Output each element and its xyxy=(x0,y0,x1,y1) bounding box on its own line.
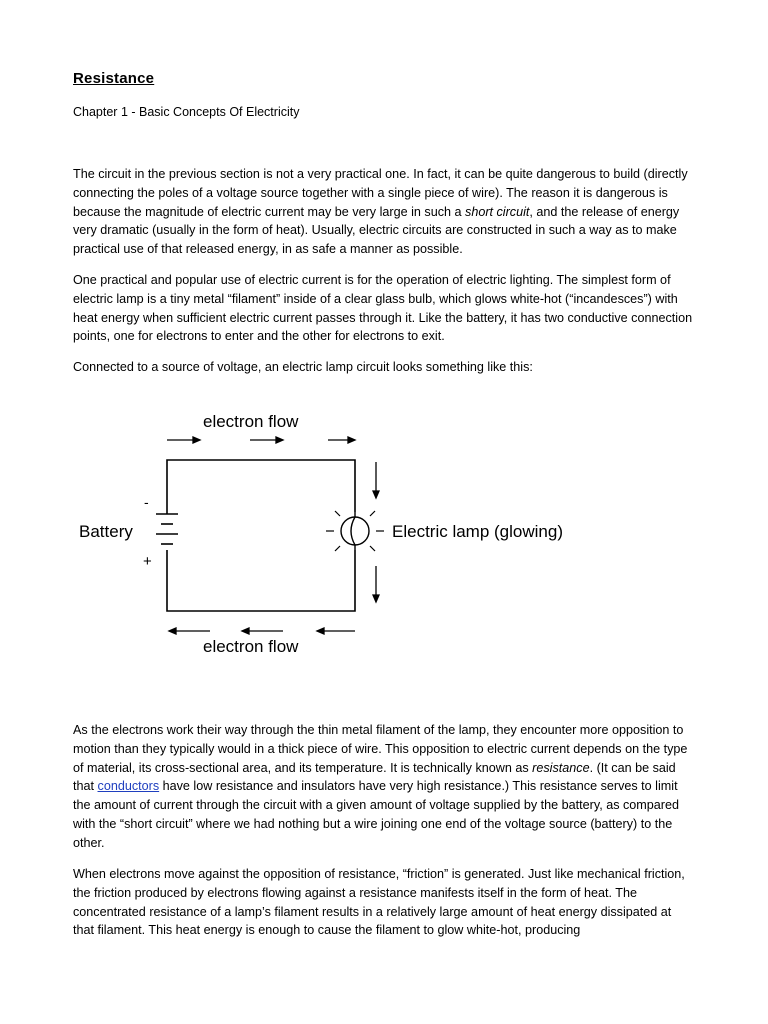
paragraph-4 xyxy=(73,721,693,853)
conductors-link[interactable]: conductors xyxy=(97,779,160,794)
top-electron-flow-label: electron flow xyxy=(203,412,299,431)
paragraph-1 xyxy=(73,165,693,259)
circuit-wires xyxy=(167,460,355,611)
paragraph-4-text-c: have low resistance and insulators have very high resistance.) This resistance serves to limit the amount of current through the circuit with a given amount of voltage supplied by the battery, as compared with the “short circuit” where we had nothing but a wire joining one end of the voltage source (battery) to the other. xyxy=(73,779,680,850)
paragraph-3: Connected to a source of voltage, an electric lamp circuit looks something like this: xyxy=(73,360,533,374)
battery-plus-sign: + xyxy=(143,553,152,570)
paragraph-4-text-a: As the electrons work their way through the thin metal filament of the lamp, they encounter more opposition to motion than they typically would in a thick piece of wire. This opposition to electric current depends on the type of material, its cross-sectional area, and its temperature. It is technically known as xyxy=(73,723,688,775)
right-arrows xyxy=(373,462,379,602)
paragraph-5: When electrons move against the opposition of resistance, “friction” is generated. Just like mechanical friction, the friction produced by electrons flowing against a resistance manifests itself in the form of heat. The concentrated resistance of a lamp’s filament results in a relatively large amount of heat energy dissipated at that filament. This heat energy is enough to cause the filament to glow white-hot, producing xyxy=(73,867,685,938)
top-arrows xyxy=(167,437,355,443)
lamp-symbol xyxy=(341,512,369,550)
page-title: Resistance xyxy=(73,70,155,87)
bottom-electron-flow-label: electron flow xyxy=(203,637,299,656)
paragraph-1-text-end: , and the release of energy very dramatic (usually in the form of heat). Usually, electric circuits are constructed in such a way as to make practical use of that released energy, in as safe a manner as possible. xyxy=(73,204,680,257)
chapter-subtitle: Chapter 1 - Basic Concepts Of Electricity xyxy=(73,105,300,119)
bottom-arrows xyxy=(169,628,355,634)
circuit-diagram xyxy=(70,400,630,670)
battery-minus-sign: - xyxy=(144,494,149,510)
paragraph-4-emphasis: resistance xyxy=(532,760,590,775)
battery-symbol xyxy=(156,514,178,544)
lamp-label: Electric lamp (glowing) xyxy=(392,522,563,541)
paragraph-1-emphasis: short circuit xyxy=(465,204,530,219)
battery-label: Battery xyxy=(79,522,133,541)
paragraph-4-text-b: . (It can be said that xyxy=(73,760,676,794)
paragraph-2: One practical and popular use of electric current is for the operation of electric lighting. The simplest form of electric lamp is a tiny metal “filament” inside of a clear glass bulb, which glows white-hot (“incandesces”) with heat energy when sufficient electric current passes through it. Like the battery, it has two conductive connection points, one for electrons to enter and the other for electrons to exit. xyxy=(73,273,693,344)
paragraph-1-text: The circuit in the previous section is not a very practical one. In fact, it can be quite dangerous to build (directly connecting the poles of a voltage source together with a single piece of wire). The reason it is dangerous is because the magnitude of electric current may be very large in such a xyxy=(73,167,688,219)
